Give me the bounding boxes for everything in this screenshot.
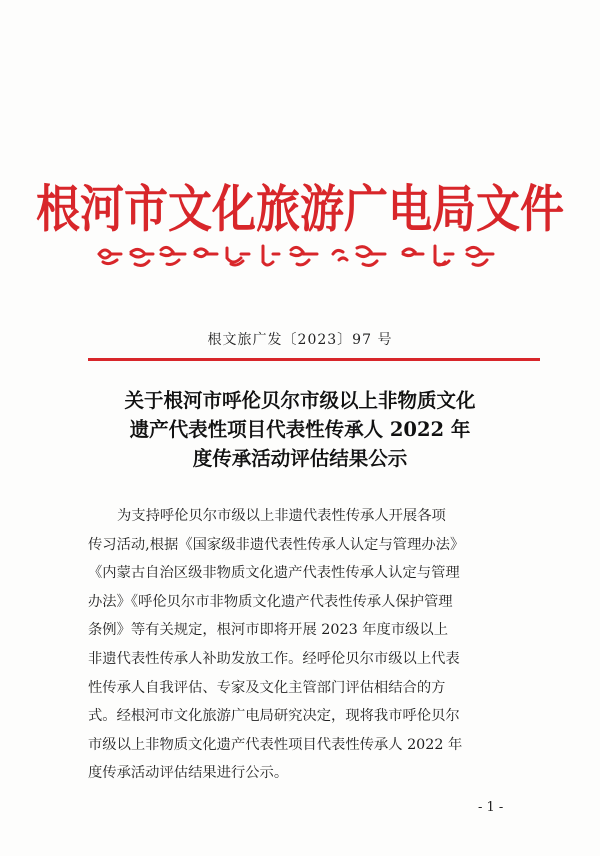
body-line: 《内蒙古自治区级非物质文化遗产代表性传承人认定与管理 <box>88 565 460 582</box>
body-line: 度传承活动评估结果进行公示。 <box>88 765 289 782</box>
body-line: 式。经根河市文化旅游广电局研究决定，现将我市呼伦贝尔 <box>88 708 460 725</box>
notice-title-line: 度传承活动评估结果公示 <box>192 447 408 470</box>
notice-body <box>88 502 530 788</box>
body-line: 市级以上非物质文化遗产代表性项目代表性传承人 2022 年 <box>88 736 463 753</box>
body-line: 性传承人自我评估、专家及文化主管部门评估相结合的方 <box>88 679 446 696</box>
issuing-authority-title: 根河市文化旅游广电局文件 <box>36 180 564 240</box>
notice-title <box>70 386 530 473</box>
body-line: 为支持呼伦贝尔市级以上非遗代表性传承人开展各项 <box>117 508 446 524</box>
notice-title-line: 关于根河市呼伦贝尔市级以上非物质文化 <box>124 389 476 412</box>
document-number: 根文旅广发〔2023〕97 号 <box>207 332 393 348</box>
body-line: 非遗代表性传承人补助发放工作。经呼伦贝尔市级以上代表 <box>88 650 460 667</box>
body-line: 办法》《呼伦贝尔市非物质文化遗产代表性传承人保护管理 <box>88 593 453 610</box>
page-number: - 1 - <box>478 800 504 815</box>
red-divider-line <box>88 358 540 361</box>
notice-title-line: 遗产代表性项目代表性传承人 2022 年 <box>129 418 471 441</box>
mongolian-script-title <box>95 240 515 270</box>
body-line: 传习活动,根据《国家级非遗代表性传承人认定与管理办法》 <box>88 536 465 553</box>
body-line: 条例》等有关规定，根河市即将开展 2023 年度市级以上 <box>88 622 449 639</box>
